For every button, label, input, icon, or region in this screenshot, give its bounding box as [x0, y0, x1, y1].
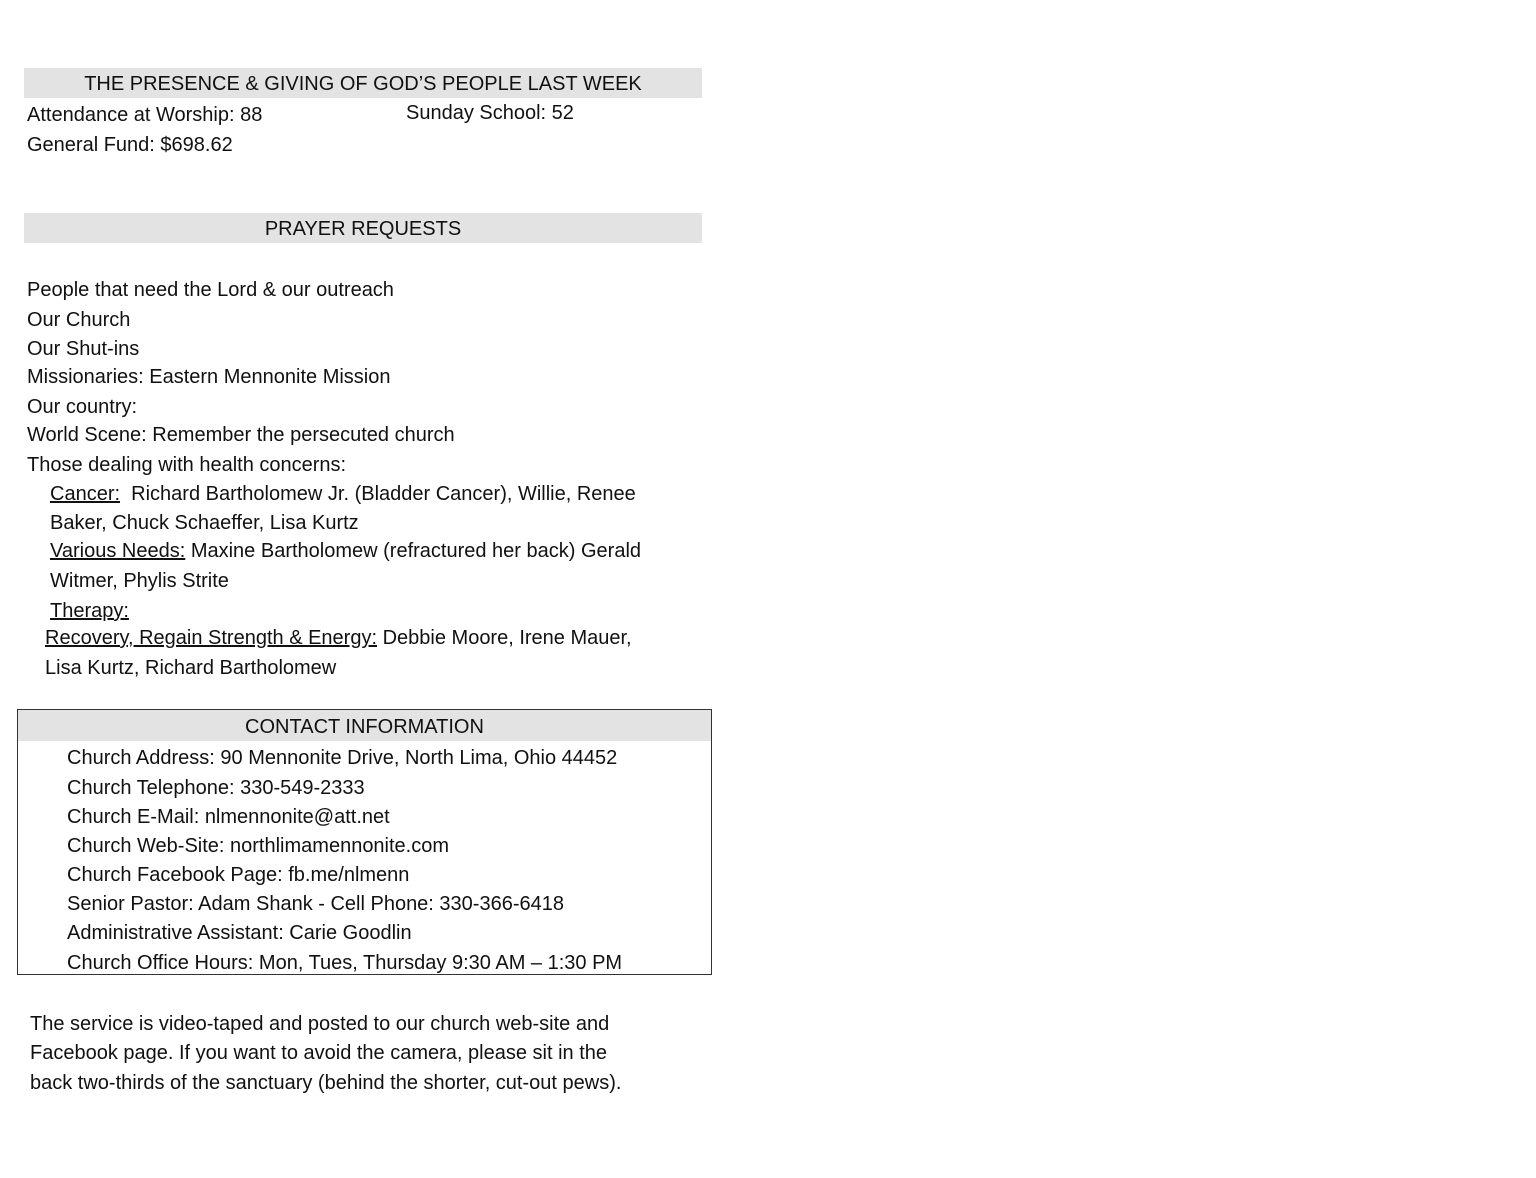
contact-telephone: Church Telephone: 330-549-2333	[67, 777, 365, 799]
contact-heading: CONTACT INFORMATION	[18, 710, 711, 741]
contact-facebook: Church Facebook Page: fb.me/nlmenn	[67, 864, 410, 886]
prayer-item: Our Shut-ins	[27, 338, 140, 360]
prayer-item: Those dealing with health concerns:	[27, 454, 347, 476]
prayer-item: Our country:	[27, 396, 138, 418]
various-needs-names: Maxine Bartholomew (refractured her back) Gerald	[190, 540, 642, 562]
presence-heading: THE PRESENCE & GIVING OF GOD’S PEOPLE LAST WEEK	[24, 68, 702, 98]
contact-pastor: Senior Pastor: Adam Shank - Cell Phone: 330-366-6418	[67, 893, 564, 915]
sunday-school: Sunday School: 52	[406, 102, 574, 124]
prayer-item: People that need the Lord & our outreach	[27, 279, 394, 301]
contact-email: Church E-Mail: nlmennonite@att.net	[67, 806, 390, 828]
prayer-item: Missionaries: Eastern Mennonite Mission	[27, 366, 391, 388]
prayer-heading: PRAYER REQUESTS	[24, 213, 702, 243]
various-needs-line	[50, 537, 641, 565]
prayer-item: Our Church	[27, 309, 131, 331]
contact-assistant: Administrative Assistant: Carie Goodlin	[67, 922, 412, 944]
contact-address: Church Address: 90 Mennonite Drive, North Lima, Ohio 44452	[67, 747, 618, 769]
contact-box	[17, 709, 712, 975]
notice-line: The service is video-taped and posted to our church web-site and	[30, 1013, 610, 1035]
recovery-label: Recovery, Regain Strength & Energy:	[45, 627, 378, 649]
notice-line: back two-thirds of the sanctuary (behind the shorter, cut-out pews).	[30, 1072, 622, 1094]
various-needs-label: Various Needs:	[50, 540, 186, 562]
attendance-worship: Attendance at Worship: 88	[27, 104, 263, 126]
notice-line: Facebook page. If you want to avoid the camera, please sit in the	[30, 1042, 608, 1064]
recovery-line	[45, 624, 632, 652]
prayer-item: World Scene: Remember the persecuted church	[27, 424, 455, 446]
cancer-names: Richard Bartholomew Jr. (Bladder Cancer), Willie, Renee	[131, 483, 636, 505]
recovery-names-cont: Lisa Kurtz, Richard Bartholomew	[45, 657, 337, 679]
contact-office-hours: Church Office Hours: Mon, Tues, Thursday 9:30 AM – 1:30 PM	[67, 952, 623, 974]
cancer-label: Cancer:	[50, 483, 121, 505]
cancer-line	[50, 480, 636, 508]
therapy-label: Therapy:	[50, 600, 129, 622]
recovery-names: Debbie Moore, Irene Mauer,	[382, 627, 632, 649]
cancer-names-cont: Baker, Chuck Schaeffer, Lisa Kurtz	[50, 512, 359, 534]
various-needs-cont: Witmer, Phylis Strite	[50, 570, 229, 592]
general-fund: General Fund: $698.62	[27, 134, 233, 156]
contact-website: Church Web-Site: northlimamennonite.com	[67, 835, 450, 857]
